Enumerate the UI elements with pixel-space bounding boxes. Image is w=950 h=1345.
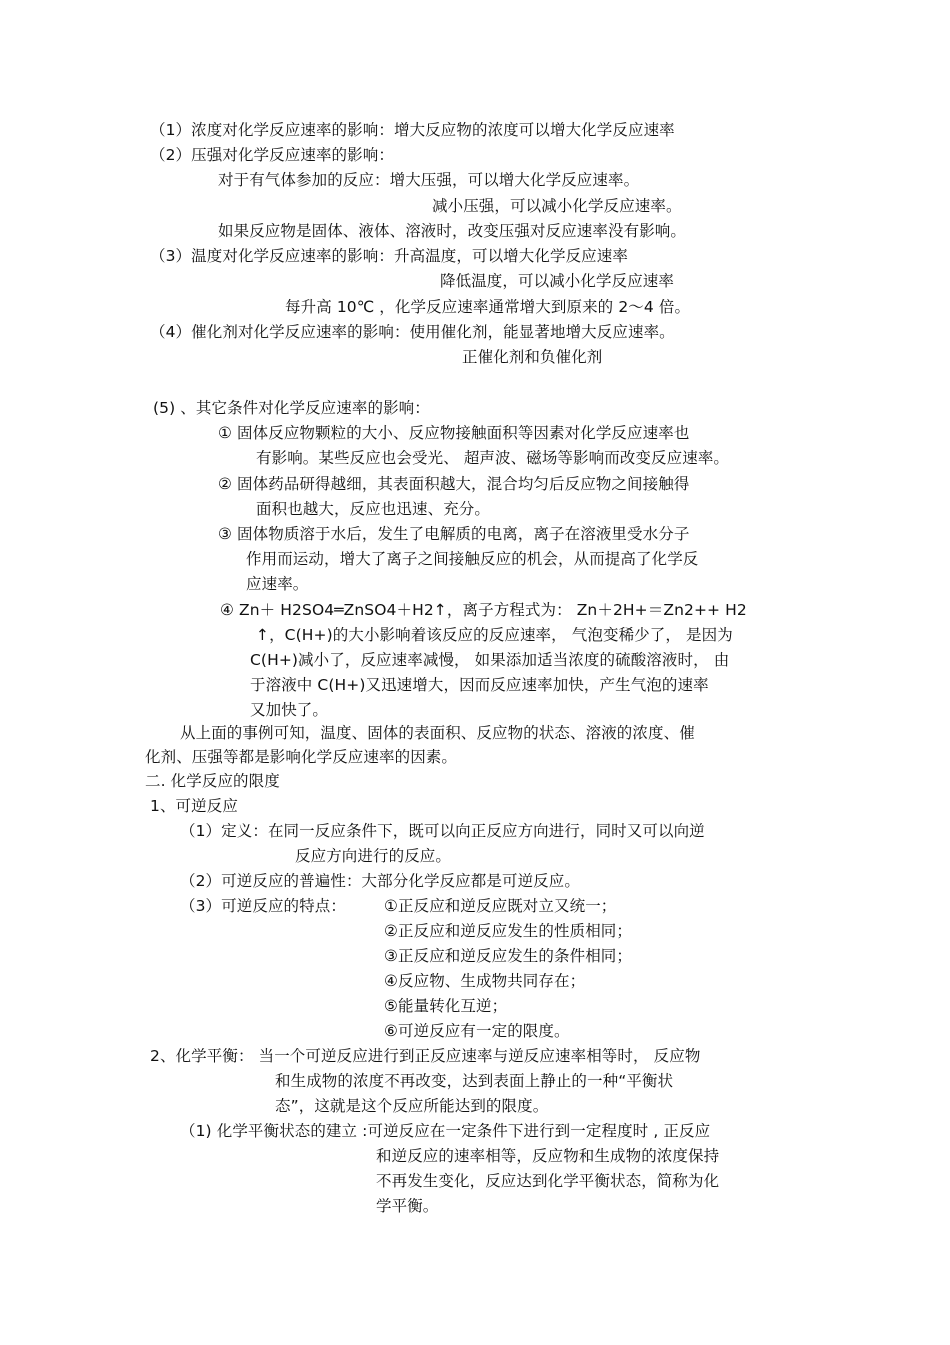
- list-item: ④反应物、生成物共同存在；: [384, 972, 586, 990]
- text-line: 如果反应物是固体、液体、溶液时，改变压强对反应速率没有影响。: [218, 222, 687, 240]
- text-line: 降低温度，可以减小化学反应速率: [440, 272, 675, 290]
- text-line: 对于有气体参加的反应：增大压强，可以增大化学反应速率。: [218, 171, 640, 189]
- text-line: 正催化剂和负催化剂: [462, 348, 603, 366]
- list-item: ③正反应和逆反应发生的条件相同；: [384, 947, 632, 965]
- text-line: ③ 固体物质溶于水后，发生了电解质的电离，离子在溶液里受水分子: [218, 525, 690, 543]
- text-line: 学平衡。: [376, 1197, 439, 1215]
- text-line: 和逆反应的速率相等，反应物和生成物的浓度保持: [376, 1147, 720, 1165]
- text-line: （2）压强对化学反应速率的影响：: [150, 146, 394, 164]
- text-line: （2）可逆反应的普遍性：大部分化学反应都是可逆反应。: [180, 872, 580, 890]
- list-item: ②正反应和逆反应发生的性质相同；: [384, 922, 632, 940]
- text-line: 不再发生变化，反应达到化学平衡状态，简称为化: [376, 1172, 720, 1190]
- list-item: ⑤能量转化互逆；: [384, 997, 508, 1015]
- text-line: （1）定义：在同一反应条件下，既可以向正反应方向进行，同时又可以向逆: [180, 822, 705, 840]
- section-title: (5) 、其它条件对化学反应速率的影响：: [153, 399, 430, 417]
- text-line: 反应方向进行的反应。: [295, 847, 452, 865]
- text-line: （1）浓度对化学反应速率的影响：增大反应物的浓度可以增大化学反应速率: [150, 121, 675, 139]
- text-line: 有影响。某些反应也会受光、 超声波、磁场等影响而改变反应速率。: [256, 449, 730, 467]
- text-line: ② 固体药品研得越细，其表面积越大，混合均匀后反应物之间接触得: [218, 475, 690, 493]
- text-line: （4）催化剂对化学反应速率的影响：使用催化剂，能显著地增大反应速率。: [150, 323, 675, 341]
- text-line: 从上面的事例可知，温度、固体的表面积、反应物的状态、溶液的浓度、催: [180, 724, 695, 742]
- text-line: ① 固体反应物颗粒的大小、反应物接触面积等因素对化学反应速率也: [218, 424, 690, 442]
- text-line: C(H+)减小了，反应速率减慢， 如果添加适当浓度的硫酸溶液时， 由: [250, 651, 730, 669]
- text-line: 每升高 10℃ ，化学反应速率通常增大到原来的 2～4 倍。: [285, 298, 691, 316]
- list-item: ①正反应和逆反应既对立又统一；: [384, 897, 617, 915]
- text-line: 作用而运动，增大了离子之间接触反应的机会，从而提高了化学反: [246, 550, 699, 568]
- subsection-heading: 2、化学平衡： 当一个可逆反应进行到正反应速率与逆反应速率相等时， 反应物: [150, 1047, 701, 1065]
- text-line: ↑，C(H+)的大小影响着该反应的反应速率， 气泡变稀少了， 是因为: [256, 626, 733, 644]
- text-line: （1) 化学平衡状态的建立 :可逆反应在一定条件下进行到一定程度时 , 正反应: [180, 1122, 711, 1140]
- text-line: 态”，这就是这个反应所能达到的限度。: [275, 1097, 549, 1115]
- subsection-heading: 1、可逆反应: [150, 797, 238, 815]
- text-line: 于溶液中 C(H+)又迅速增大，因而反应速率加快，产生气泡的速率: [250, 676, 709, 694]
- list-item: ⑥可逆反应有一定的限度。: [384, 1022, 570, 1040]
- text-line: 面积也越大，反应也迅速、充分。: [256, 500, 491, 518]
- text-line: 化剂、压强等都是影响化学反应速率的因素。: [145, 748, 458, 766]
- text-line: 和生成物的浓度不再改变，达到表面上静止的一种“平衡状: [275, 1072, 674, 1090]
- text-line: 减小压强，可以减小化学反应速率。: [432, 197, 682, 215]
- text-line: 又加快了。: [250, 701, 329, 719]
- text-line: ④ Zn＋ H2SO4═ZnSO4＋H2↑，离子方程式为： Zn＋2H+＝Zn2++ H2: [220, 601, 747, 619]
- text-line: （3）温度对化学反应速率的影响：升高温度，可以增大化学反应速率: [150, 247, 628, 265]
- section-heading: 二. 化学反应的限度: [145, 772, 280, 790]
- text-line: （3）可逆反应的特点：: [180, 897, 346, 915]
- text-line: 应速率。: [246, 575, 309, 593]
